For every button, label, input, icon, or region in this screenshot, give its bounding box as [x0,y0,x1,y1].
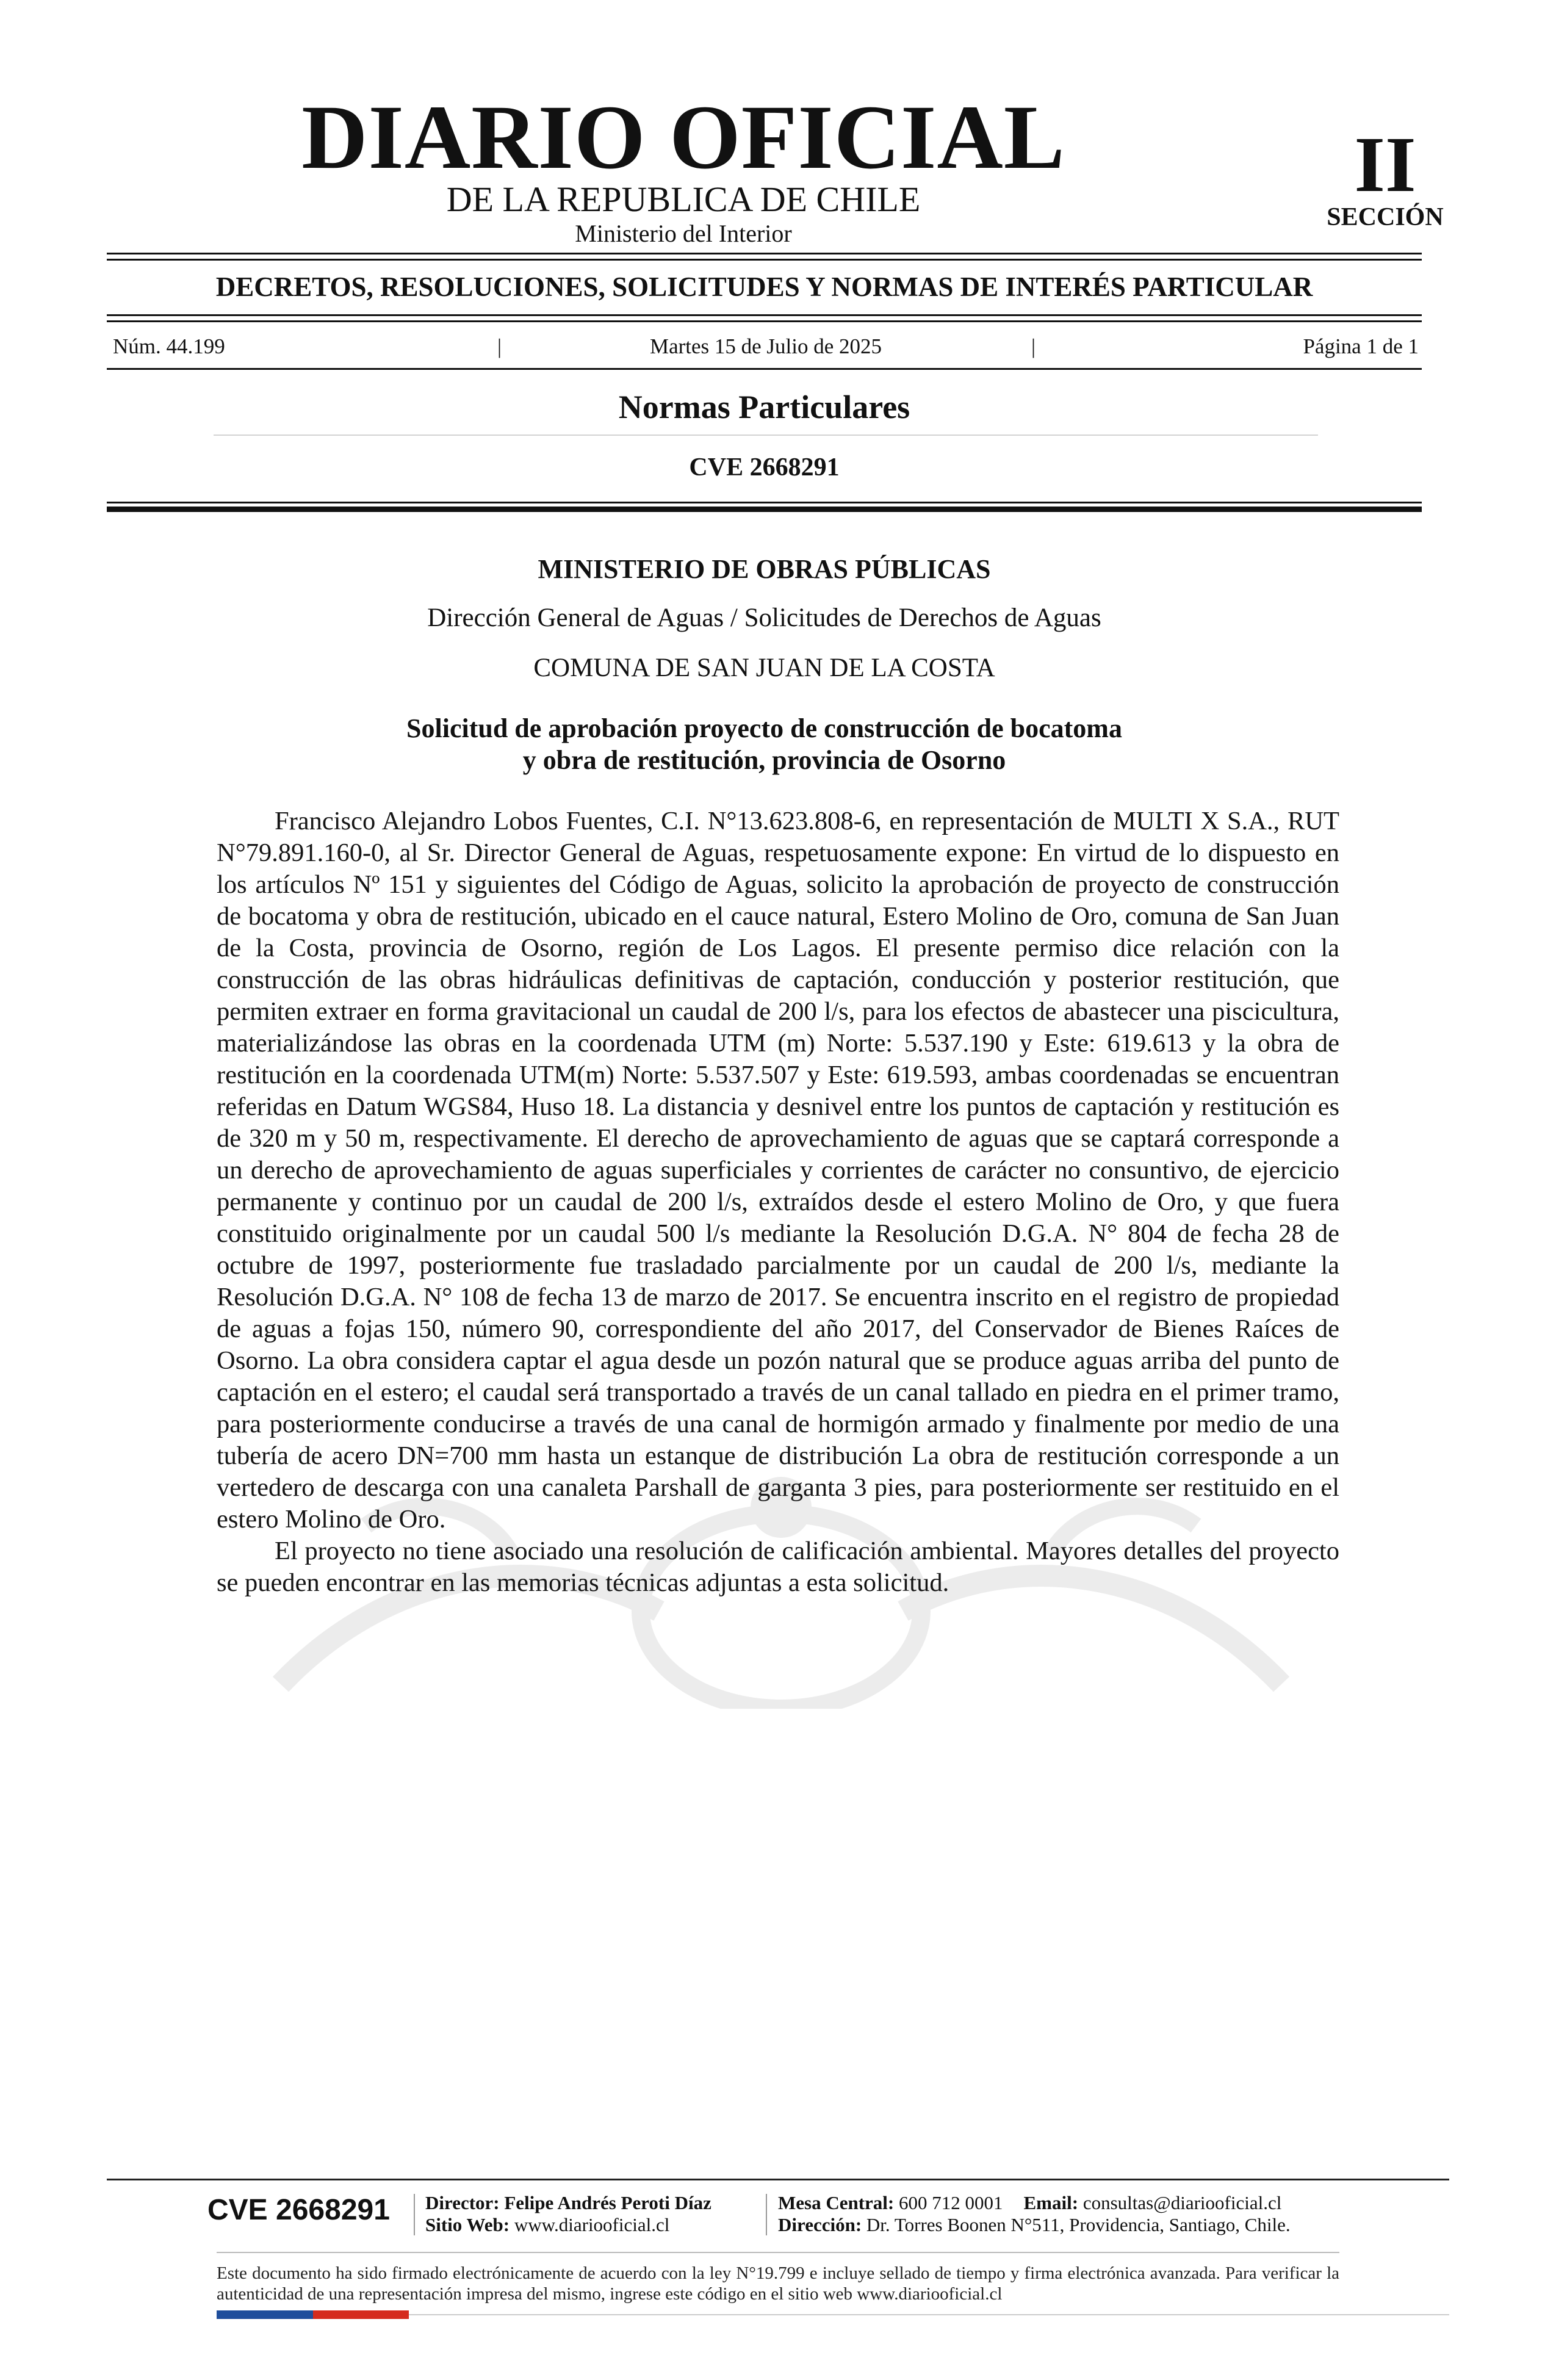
newspaper-subtitle: DE LA REPUBLICA DE CHILE [446,179,921,219]
director-label: Director: [425,2192,500,2213]
header-rule-top [107,253,1422,254]
meta-separator: | [1031,334,1036,358]
header-rule-middle [107,314,1422,316]
website-link[interactable]: www.diariooficial.cl [514,2214,670,2235]
issue-date: Martes 15 de Julio de 2025 [649,334,882,358]
document-title [107,713,1422,776]
footer-divider [414,2194,415,2235]
cve-code: CVE 2668291 [689,453,840,481]
footer-contact-block [778,2192,1291,2236]
footer-legal-note: Este documento ha sido firmado electrónicamente de acuerdo con la ley N°19.799 e incluye sellado de tiempo y firma electrónica avanzada. Para verificar la autenticidad de una representación impresa del mismo, ingrese este código en el sitio web www.diariooficial.cl [217,2263,1339,2304]
document-title-line-2: y obra de restitución, provincia de Osorno [522,745,1006,775]
meta-rule [107,368,1422,370]
body-paragraph: Francisco Alejandro Lobos Fuentes, C.I. N°13.623.808-6, en representación de MULTI X S.A., RUT N°79.891.160-0, al Sr. Director General de Aguas, respetuosamente expone: En virtud de lo dispuesto en los artículos Nº 151 y siguientes del Código de Aguas, solicito la aprobación de proyecto de construcción de bocatoma y obra de restitución, ubicado en el cauce natural, Estero Molino de Oro, comuna de San Juan de la Costa, provincia de Osorno, región de Los Lagos. El presente permiso dice relación con la construcción de las obras hidráulicas definitivas de captación, conducción y posterior restitución, que permiten extraer en forma gravitacional un caudal de 200 l/s, para los efectos de abastecer una piscicultura, materializándose las obras en la coordenada UTM (m) Norte: 5.537.190 y Este: 619.613 y la obra de restitución en la coordenada UTM(m) Norte: 5.537.507 y Este: 619.593, ambas coordenadas se encuentran referidas en Datum WGS84, Huso 18. La distancia y desnivel entre los puntos de captación y restitución es de 320 m y 50 m, respectivamente. El derecho de aprovechamiento de aguas que se captará corresponde a un derecho de aprovechamiento de aguas superficiales y corrientes de carácter no consuntivo, de ejercicio permanente y continuo por un caudal de 200 l/s, extraídos desde el estero Molino de Oro, y que fuera constituido originalmente por un caudal 500 l/s mediante la Resolución D.G.A. N° 804 de fecha 28 de octubre de 1997, posteriormente fue trasladado parcialmente por un caudal de 200 l/s, mediante la Resolución D.G.A. N° 108 de fecha 13 de marzo de 2017. Se encuentra inscrito en el registro de propiedad de aguas a fojas 150, número 90, correspondiente del año 2017, del Conservador de Bienes Raíces de Osorno. La obra considera captar el agua desde un pozón natural que se produce aguas arriba del punto de captación en el estero; el caudal será transportado a través de un canal tallado en piedra en el primer tramo, para posteriormente conducirse a través de una canal de hormigón armado y finalmente por medio de una tubería de acero DN=700 mm hasta un estanque de distribución La obra de restitución corresponde a un vertedero de descarga con una canaleta Parshall de garganta 3 pies, para posteriormente ser restituido en el estero Molino de Oro. [217,807,1339,1534]
document-title-line-1: Solicitud de aprobación proyecto de construcción de bocatoma [406,713,1122,743]
cve-rule-thin [107,502,1422,503]
commune-heading: COMUNA DE SAN JUAN DE LA COSTA [533,654,995,682]
footer-divider [766,2194,767,2235]
issue-meta-row [113,333,1419,363]
cve-rule-thick [107,507,1422,512]
email-link[interactable]: consultas@diariooficial.cl [1082,2192,1282,2213]
address-value: Dr. Torres Boonen N°511, Providencia, Santiago, Chile. [866,2214,1291,2235]
header-rule-middle-2 [107,320,1422,322]
direction-heading: Dirección General de Aguas / Solicitudes de Derechos de Aguas [427,604,1101,632]
body-paragraph: El proyecto no tiene asociado una resolución de calificación ambiental. Mayores detalles del proyecto se pueden encontrar en las memorias técnicas adjuntas a esta solicitud. [217,1537,1339,1597]
footer-cve-code: CVE 2668291 [207,2194,390,2226]
meta-separator: | [497,334,502,358]
address-label: Dirección: [778,2214,862,2235]
ministry-label: Ministerio del Interior [575,220,792,247]
footer-director-block [425,2192,711,2236]
director-name: Felipe Andrés Peroti Díaz [504,2192,711,2213]
mesa-central-label: Mesa Central: [778,2192,895,2213]
document-body [217,806,1339,1599]
ministry-heading: MINISTERIO DE OBRAS PÚBLICAS [538,554,991,584]
section-number: II [1354,121,1416,209]
chile-flag-bar [217,2310,409,2319]
newspaper-title: DIARIO OFICIAL [301,87,1065,188]
page-indicator: Página 1 de 1 [1303,334,1419,358]
header-rule-top-2 [107,259,1422,261]
website-label: Sitio Web: [425,2214,510,2235]
footer-note-rule [217,2252,1339,2253]
section-label: SECCIÓN [1327,203,1444,231]
issue-number: Núm. 44.199 [113,334,225,358]
flag-blue-segment [217,2310,313,2319]
masthead [104,87,1444,247]
flag-red-segment [313,2310,409,2319]
section-heading: Normas Particulares [618,389,910,425]
footer-rule [107,2179,1449,2180]
email-label: Email: [1023,2192,1079,2213]
mesa-central-phone: 600 712 0001 [899,2192,1003,2213]
category-heading: DECRETOS, RESOLUCIONES, SOLICITUDES Y NORMAS DE INTERÉS PARTICULAR [215,272,1313,302]
section-heading-rule [214,435,1318,436]
footer-bottom-rule [409,2314,1449,2315]
